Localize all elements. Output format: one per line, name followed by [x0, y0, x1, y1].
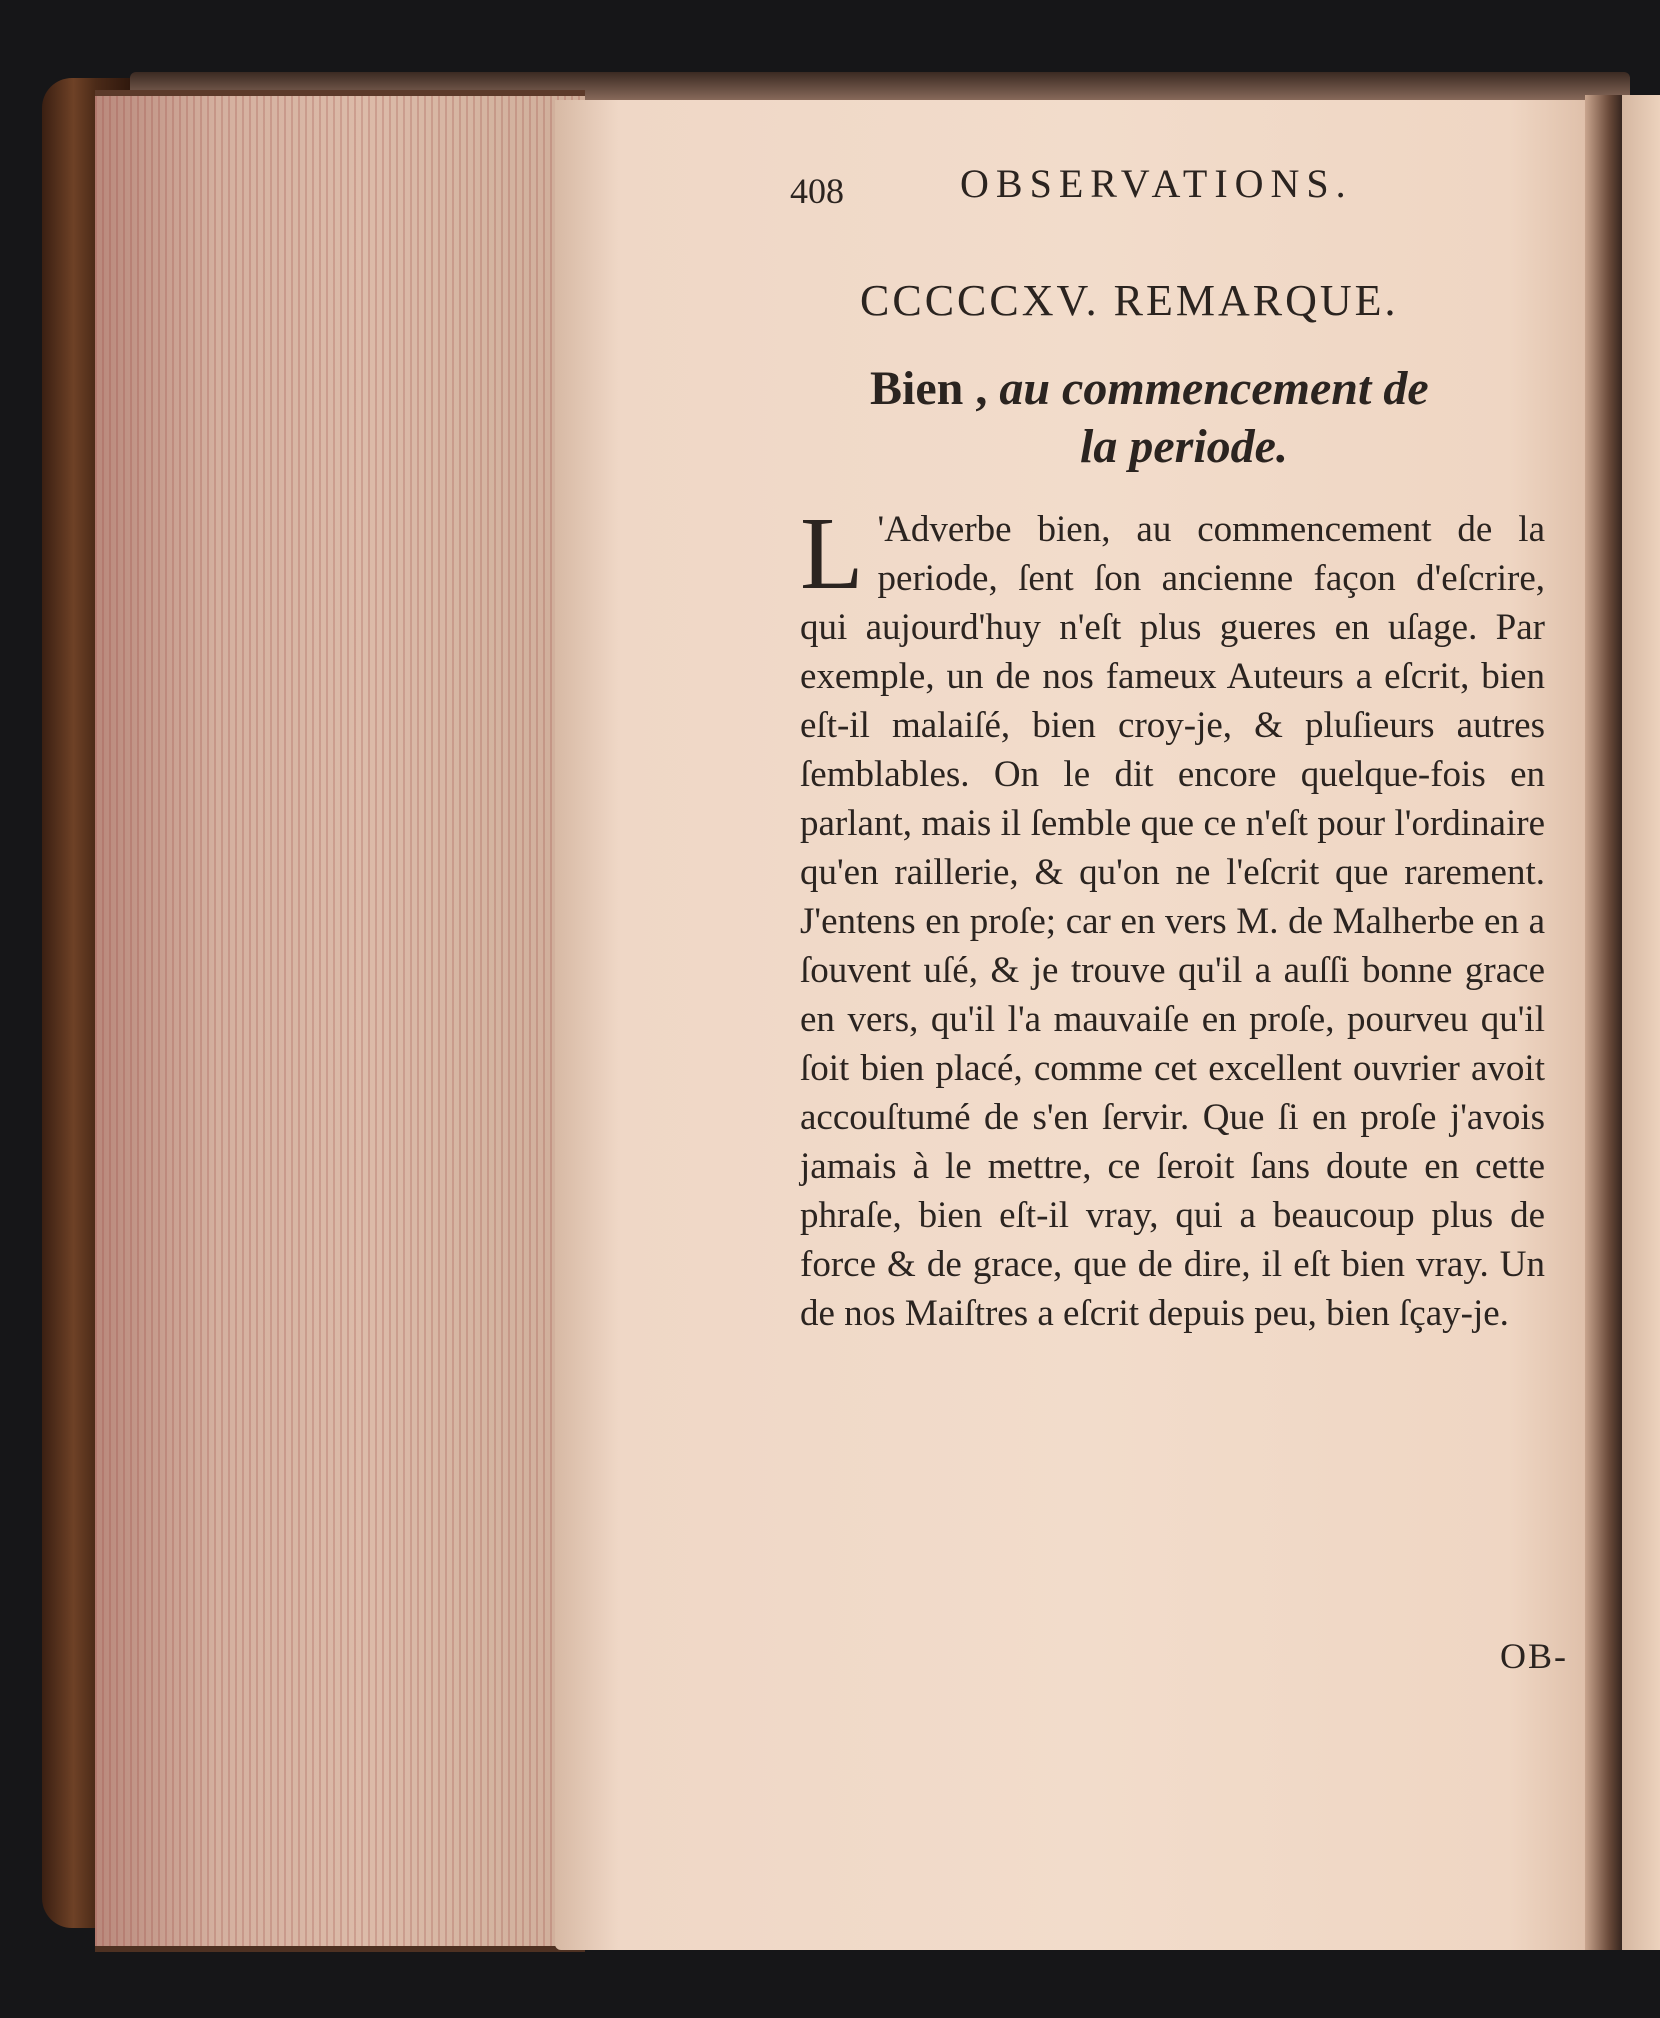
remark-number: CCCCCXV. REMARQUE.: [860, 276, 1399, 325]
entry-subtitle-line2: la periode.: [1080, 419, 1288, 473]
body-text: 'Adverbe bien, au commencement de la periode, ſent ſon ancienne façon d'eſcrire, qui aujourd'huy n'eſt plus gueres en uſage. Par exemple, un de nos fameux Auteurs a eſcrit, bien eſt-il malaiſé, bien croy-je, & pluſieurs autres ſemblables. On le dit encore quelque-fois en parlant, mais il ſemble que ce n'eſt pour l'ordinaire qu'en raillerie, & qu'on ne l'eſcrit que rarement. J'entens en proſe; car en vers M. de Malherbe en a ſouvent uſé, & je trouve qu'il a auſſi bonne grace en vers, qu'il l'a mauvaiſe en proſe, pourveu qu'il ſoit bien placé, comme cet excellent ouvrier avoit accouſtumé de s'en ſervir. Que ſi en proſe j'avois jamais à le mettre, ce ſeroit ſans doute en cette phraſe, bien eſt-il vray, qui a beaucoup plus de force & de grace, que de dire, il eſt bien vray. Un de nos Maiſtres a eſcrit depuis peu, bien ſçay-je.: [800, 509, 1545, 1334]
page-number: 408: [790, 171, 844, 211]
drop-cap: L: [800, 496, 864, 611]
catchword: OB-: [1500, 1636, 1568, 1676]
book-gutter: [1585, 95, 1625, 1950]
running-head-title: OBSERVATIONS.: [960, 161, 1353, 206]
body-paragraph: [800, 496, 1545, 1338]
page-block-edge: [95, 90, 585, 1952]
entry-title: [870, 360, 1510, 475]
entry-subtitle-line1: au commencement de: [999, 362, 1429, 415]
entry-word: Bien ,: [870, 362, 988, 415]
right-page-edge: [1622, 95, 1660, 1950]
